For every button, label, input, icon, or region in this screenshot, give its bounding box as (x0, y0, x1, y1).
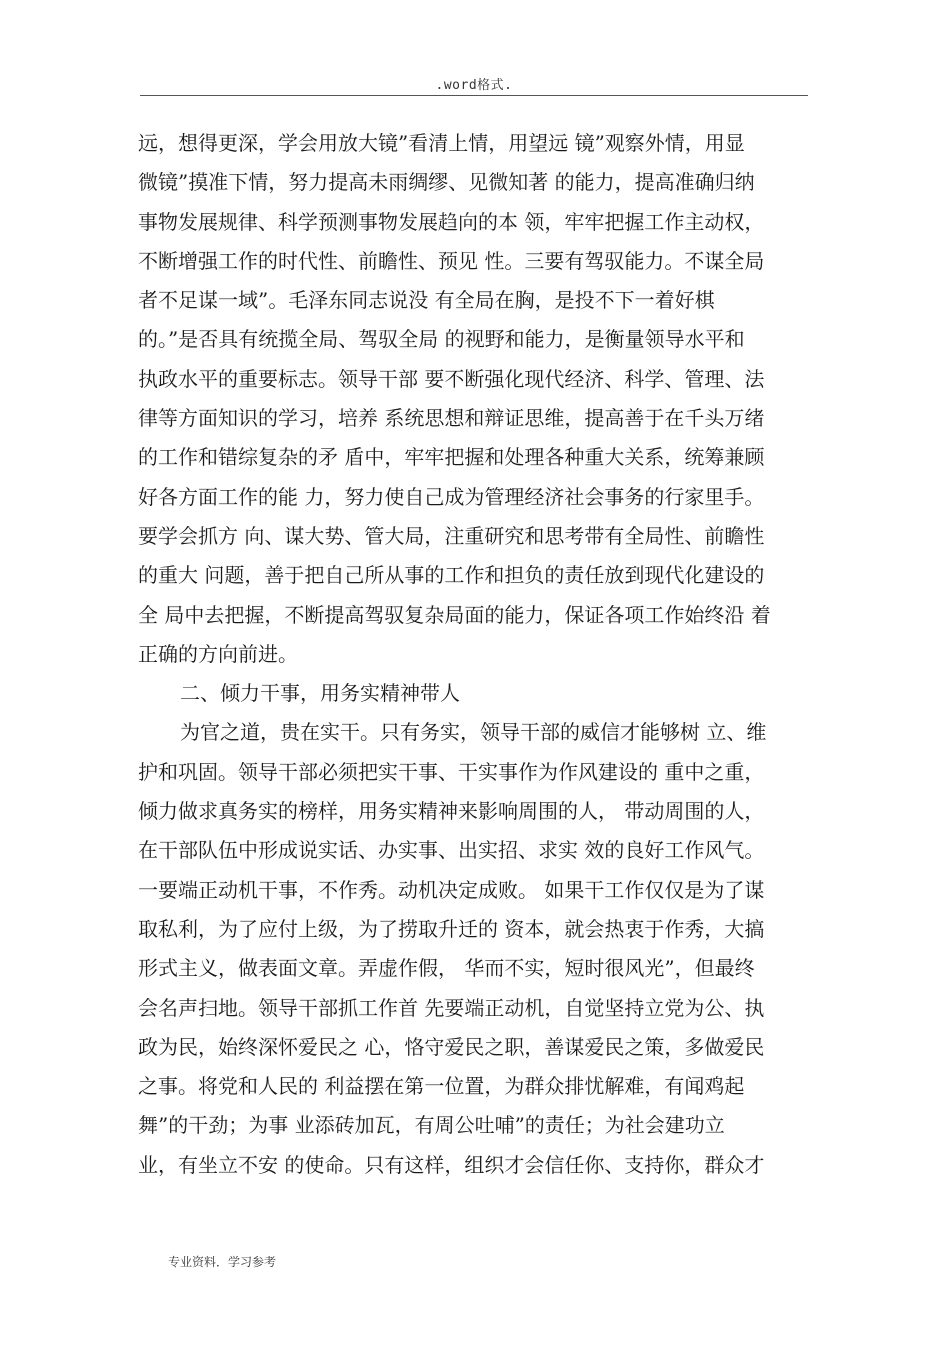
text-line: 不断增强工作的时代性、前瞻性、预见 性。三要有驾驭能力。不谋全局 (138, 248, 765, 273)
text-line: 的工作和错综复杂的矛 盾中，牢牢把握和处理各种重大关系，统筹兼顾 (138, 445, 765, 470)
text-line: 正确的方向前进。 (138, 641, 298, 666)
text-line: 形式主义，做表面文章。弄虚作假， 华而不实，短时很风光”，但最终 (138, 956, 755, 981)
text-line: 一要端正动机干事，不作秀。动机决定成败。 如果干工作仅仅是为了谋 (138, 877, 765, 902)
text-line: 之事。将党和人民的 利益摆在第一位置，为群众排忧解难，有闻鸡起 (138, 1074, 745, 1099)
text-line: 政为民，始终深怀爱民之 心，恪守爱民之职，善谋爱民之策，多做爱民 (138, 1034, 765, 1059)
text-line: 好各方面工作的能 力，努力使自己成为管理经济社会事务的行家里手。 (138, 484, 765, 509)
document-body (138, 124, 818, 1185)
text-line: 业，有坐立不安 的使命。只有这样，组织才会信任你、支持你，群众才 (138, 1152, 765, 1177)
text-line: 舞”的干劲；为事 业添砖加瓦，有周公吐哺”的责任；为社会建功立 (138, 1113, 725, 1138)
section-heading: 二、倾力干事，用务实精神带人 (180, 681, 460, 706)
text-line: 远，想得更深，学会用放大镜”看清上情，用望远 镜”观察外情，用显 (138, 131, 745, 155)
text-line: 在干部队伍中形成说实话、办实事、出实招、求实 效的良好工作风气。 (138, 838, 765, 863)
text-line: 微镜”摸准下情，努力提高未雨绸缪、见微知著 的能力，提高准确归纳 (138, 170, 755, 195)
header-divider (140, 95, 808, 96)
text-line: 要学会抓方 向、谋大势、管大局，注重研究和思考带有全局性、前瞻性 (138, 523, 765, 548)
text-line: 为官之道，贵在实干。只有务实，领导干部的威信才能够树 立、维 (180, 720, 767, 745)
text-line: 律等方面知识的学习，培养 系统思想和辩证思维，提高善于在千头万绪 (138, 406, 765, 431)
text-line: 会名声扫地。领导干部抓工作首 先要端正动机，自觉坚持立党为公、执 (138, 995, 765, 1020)
text-line: 事物发展规律、科学预测事物发展趋向的本 领，牢牢把握工作主动权， (138, 209, 765, 234)
text-line: 倾力做求真务实的榜样，用务实精神来影响周围的人， 带动周围的人， (138, 799, 765, 824)
text-line: 者不足谋一域”。毛泽东同志说没 有全局在胸，是投不下一着好棋 (138, 288, 715, 313)
text-line: 护和巩固。领导干部必须把实干事、干实事作为作风建设的 重中之重， (138, 759, 765, 784)
text-line: 取私利，为了应付上级，为了捞取升迁的 资本，就会热衷于作秀，大搞 (138, 916, 765, 941)
page-header: .word格式. (435, 78, 513, 93)
text-line: 全 局中去把握，不断提高驾驭复杂局面的能力，保证各项工作始终沿 着 (138, 602, 771, 627)
text-line: 的重大 问题，善于把自己所从事的工作和担负的责任放到现代化建设的 (138, 563, 765, 588)
text-line: 执政水平的重要标志。领导干部 要不断强化现代经济、科学、管理、法 (138, 366, 765, 391)
page-footer: 专业资料．学习参考 (168, 1255, 277, 1269)
text-line: 的。”是否具有统揽全局、驾驭全局 的视野和能力，是衡量领导水平和 (138, 327, 745, 352)
